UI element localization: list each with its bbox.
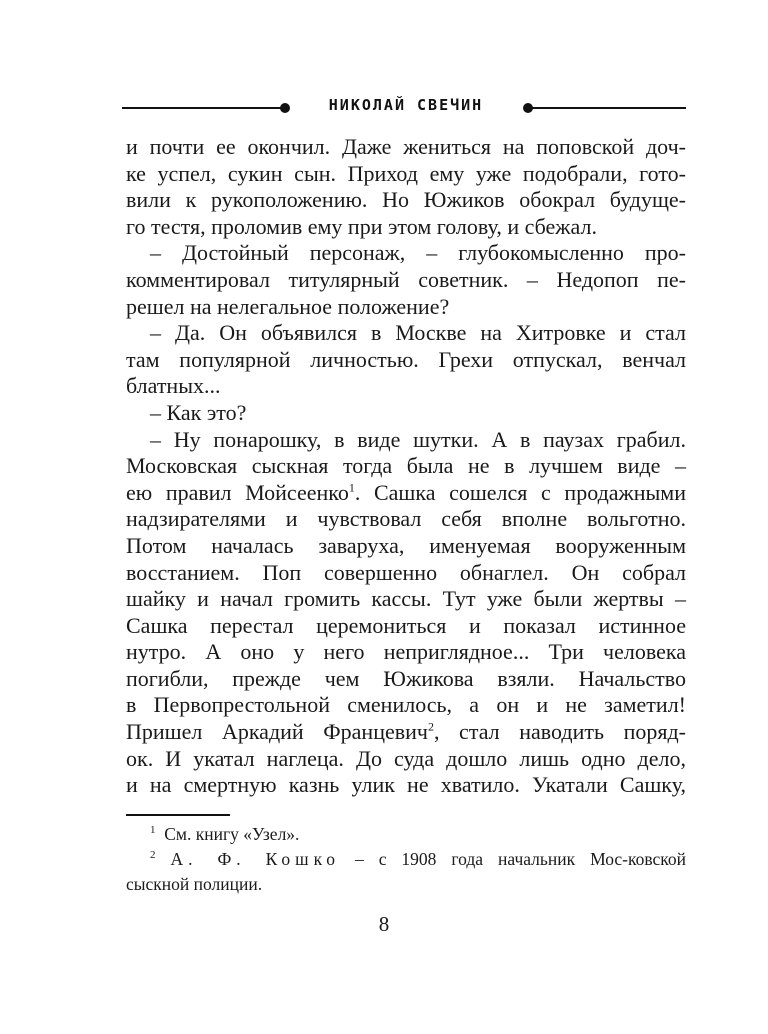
- text-line: погибли, прежде чем Южикова взяли. Начальство: [126, 665, 686, 691]
- text-line: решел на нелегальное положение?: [126, 293, 450, 319]
- footnote-1: [126, 822, 686, 847]
- text-line: – Достойный персонаж, – глубокомысленно про-: [150, 240, 686, 266]
- text-line: [126, 719, 686, 746]
- text-line: Московская сыскная тогда была не в лучшем виде –: [126, 453, 686, 479]
- text-line: ке успел, сукин сын. Приход ему уже подобрали, гото-: [126, 160, 686, 186]
- footnote-separator: [126, 814, 230, 816]
- text-fragment: Пришел Аркадий Францевич: [126, 719, 428, 745]
- text-line: восстанием. Поп совершенно обнаглел. Он собрал: [126, 559, 686, 585]
- text-line: Сашка перестал церемониться и показал истинное: [126, 612, 686, 638]
- footnote-mark: 2: [150, 849, 156, 862]
- text-line: [126, 480, 686, 507]
- footnote-2: [126, 847, 686, 872]
- text-fragment: , стал наводить поряд-: [433, 719, 686, 745]
- footnote-mark: 1: [150, 824, 156, 837]
- text-line: Потом началась заваруха, именуемая вооруженным: [126, 532, 686, 558]
- footnote-2-continued: сыскной полиции.: [126, 874, 263, 894]
- header-bullet-left-icon: [280, 103, 290, 113]
- text-line: надзирателями и чувствовал себя вполне вольготно.: [126, 506, 686, 532]
- text-line: ок. И укатал наглеца. До суда дошло лишь одно дело,: [126, 745, 686, 771]
- text-line: – Как это?: [150, 399, 247, 425]
- text-line: вили к рукоположению. Но Южиков обокрал будуще-: [126, 187, 686, 213]
- header-rule-right: [526, 107, 686, 109]
- text-fragment: ею правил Мойсеенко: [126, 479, 349, 505]
- footnote-person-name: А. Ф. Кошко: [170, 849, 341, 869]
- running-head-author: НИКОЛАЙ СВЕЧИН: [328, 96, 484, 114]
- text-line: там популярной личностью. Грехи отпускал, венчал: [126, 346, 686, 372]
- text-line: блатных...: [126, 373, 221, 399]
- text-line: комментировал титулярный советник. – Недопоп пе-: [126, 266, 686, 292]
- page-number: 8: [378, 912, 390, 936]
- text-fragment: . Сашка сошелся с продажными: [354, 479, 686, 505]
- body-text: [126, 134, 686, 799]
- text-line: и на смертную казнь улик не хватило. Укатали Сашку,: [126, 772, 686, 798]
- text-line: нутро. А оно у него неприглядное... Три человека: [126, 639, 686, 665]
- footnote-text: – с 1908 года начальник Мос-ковской: [340, 849, 687, 869]
- header-rule-left: [122, 107, 284, 109]
- text-line: и почти ее окончил. Даже жениться на поповской доч-: [126, 134, 686, 159]
- text-line: шайку и начал громить кассы. Тут уже были жертвы –: [126, 586, 686, 612]
- footnotes: [126, 822, 686, 897]
- footnote-ref-2: 2: [427, 719, 434, 734]
- text-line: – Ну понарошку, в виде шутки. А в паузах грабил.: [150, 426, 686, 452]
- text-line: – Да. Он объявился в Москве на Хитровке и стал: [150, 320, 686, 346]
- running-header: [122, 93, 686, 123]
- footnote-ref-1: 1: [348, 480, 355, 495]
- text-line: го тестя, проломив ему при этом голову, и сбежал.: [126, 213, 597, 239]
- text-line: в Первопрестольной сменилось, а он и не заметил!: [126, 692, 686, 718]
- footnote-text: См. книгу «Узел».: [164, 824, 300, 844]
